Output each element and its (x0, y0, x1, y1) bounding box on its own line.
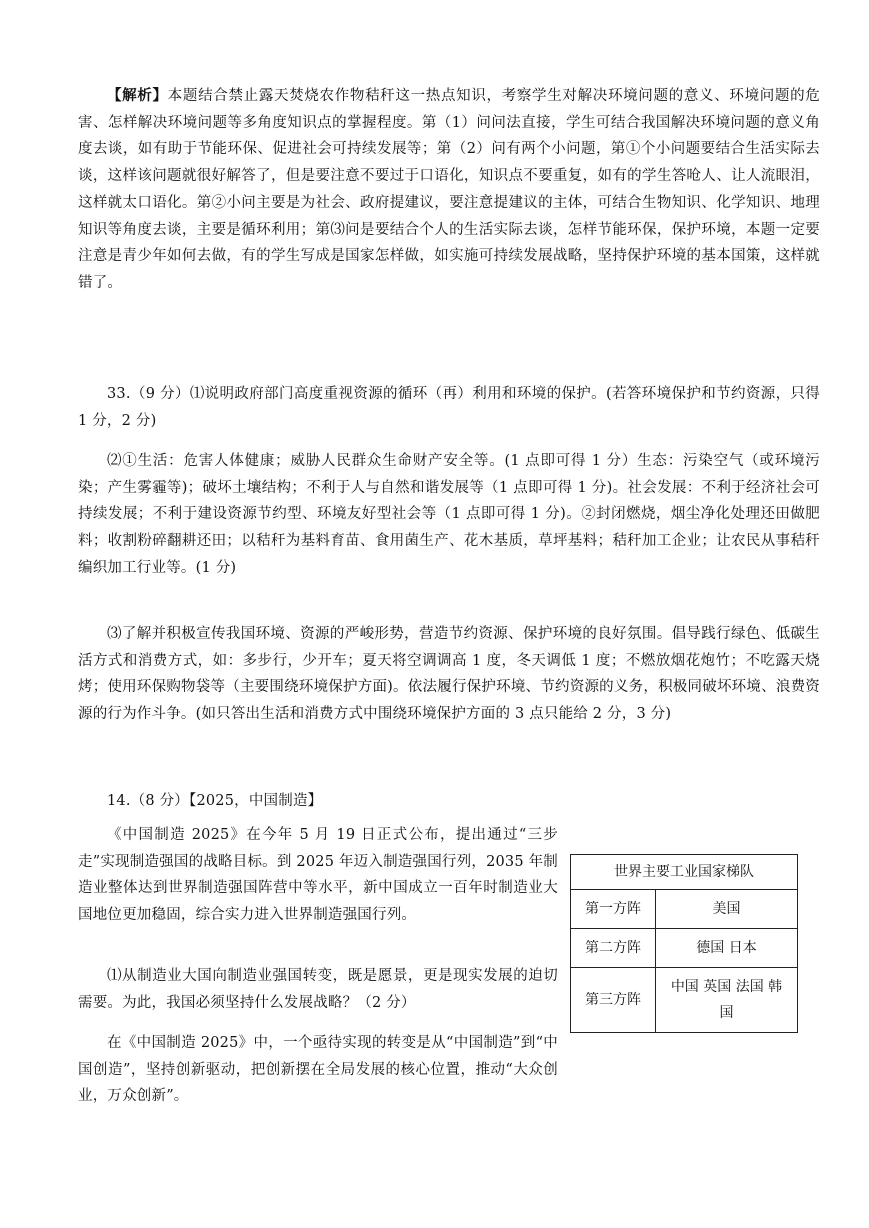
industrial-ladder-table (570, 854, 798, 1033)
table-title: 世界主要工业国家梯队 (571, 855, 798, 890)
q14-intro: 《中国制造 2025》在今年 5 月 19 日正式公布，提出通过“三步走”实现制造强国的战略目标。到 2025 年迈入制造强国行列，2035 年制造业整体达到世界制造强国阵营中等水平，新中国成立一百年时制造业大国地位更加稳固，综合实力进入世界制造强国行列。 (78, 827, 558, 924)
q33-answer-2: ⑵①生活：危害人体健康；威胁人民群众生命财产安全等。(1 点即可得 1 分）生态：污染空气（或环境污染；产生雾霾等)；破坏土壤结构；不利于人与自然和谐发展等（1 点即可得 1 分)。社会发展：不利于经济社会可持续发展；不利于建设资源节约型、环境友好型社会等（1 点即可得 1 分)。②封闭燃烧，烟尘净化处理还田做肥料；收割粉碎翻耕还田；以秸秆为基料育苗、食用菌生产、花木基质，草坪基料；秸秆加工企业；让农民从事秸秆编织加工行业等。(1 分) (78, 453, 820, 576)
analysis-text: 本题结合禁止露天焚烧农作物秸秆这一热点知识，考察学生对解决环境问题的意义、环境问题的危害、怎样解决环境问题等多角度知识点的掌握程度。第（1）问问法直接，学生可结合我国解决环境问题的意义角度去谈，如有助于节能环保、促进社会可持续发展等；第（2）问有两个小问题，第①个小问题要结合生活实际去谈，这样该问题就很好解答了，但是要注意不要过于口语化，知识点不要重复，如有的学生答呛人、让人流眼泪，这样就太口语化。第②小问主要是为社会、政府提建议，要注意提建议的主体，可结合生物知识、化学知识、地理知识等角度去谈，主要是循环利用；第⑶问是要结合个人的生活实际去谈，怎样节能环保，保护环境，本题一定要注意是青少年如何去做，有的学生写成是国家怎样做，如实施可持续发展战略，坚持保护环境的基本国策，这样就错了。 (78, 88, 820, 291)
analysis-paragraph (78, 83, 820, 297)
q14-context: 在《中国制造 2025》中，一个亟待实现的转变是从“中国制造”到“中国创造”，坚持创新驱动，把创新摆在全局发展的核心位置，推动“大众创业，万众创新”。 (78, 1035, 558, 1105)
table-row (571, 968, 798, 1033)
q33-answer-3: ⑶了解并积极宣传我国环境、资源的严峻形势，营造节约资源、保护环境的良好氛围。倡导践行绿色、低碳生活方式和消费方式，如：多步行，少开车；夏天将空调调高 1 度，冬天调低 1 度；不燃放烟花炮竹；不吃露天烧烤；使用环保购物袋等（主要围绕环境保护方面)。依法履行保护环境、节约资源的义务，积极同破坏环境、浪费资源的行为作斗争。(如只答出生活和消费方式中围绕环境保护方面的 3 点只能给 2 分，3 分) (78, 626, 820, 723)
table-header-row (571, 855, 798, 890)
tier-countries: 德国 日本 (656, 929, 798, 968)
analysis-label: 【解析】 (107, 87, 168, 104)
tier-countries: 中国 英国 法国 韩国 (656, 968, 798, 1033)
tier-label: 第三方阵 (571, 968, 656, 1033)
table-row (571, 929, 798, 968)
q14-question-1: ⑴从制造业大国向制造业强国转变，既是愿景，更是现实发展的迫切需要。为此，我国必须坚持什么发展战略？（2 分） (78, 968, 558, 1011)
tier-label: 第一方阵 (571, 890, 656, 929)
table-row (571, 890, 798, 929)
tier-countries: 美国 (656, 890, 798, 929)
tier-label: 第二方阵 (571, 929, 656, 968)
q33-answer-1: 33.（9 分）⑴说明政府部门高度重视资源的循环（再）利用和环境的保护。(若答环境保护和节约资源，只得 1 分，2 分) (78, 386, 820, 429)
q14-heading: 14.（8 分）【2025，中国制造】 (107, 793, 323, 809)
